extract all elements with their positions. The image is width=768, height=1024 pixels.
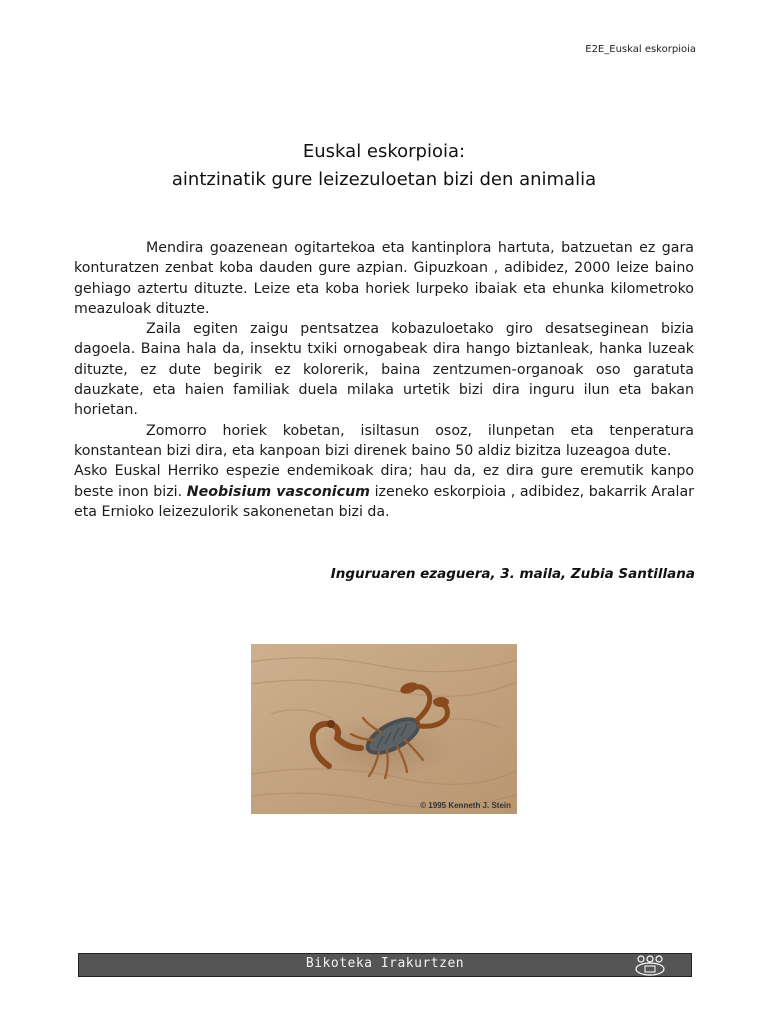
document-title [0,138,768,194]
photo-credit: © 1995 Kenneth J. Stein [420,801,511,810]
paragraph-1: Mendira goazenean ogitartekoa eta kantinplora hartuta, batzuetan ez gara konturatzen zenbat koba dauden gure azpian. Gipuzkoan , adibidez, 2000 leize baino gehiago aztertu dituzte. Leize eta koba horiek lurpeko ibaiak eta ehunka kilometroko meazuloak dituzte. [74,240,694,317]
title-line-2: aintzinatik gure leizezuloetan bizi den animalia [171,169,597,190]
paragraph-4-intro: Asko Euskal Herriko espezie endemikoak dira; hau da, ez dira gure eremutik kanpo beste inon bizi. [74,463,694,500]
paragraph-4 [74,461,694,522]
footer-label: Bikoteka Irakurtzen [305,956,465,971]
scorpion-photo [251,644,517,814]
paragraph-2: Zaila egiten zaigu pentsatzea kobazuloetako giro desatseginean bizia dagoela. Baina hala da, insektu txiki ornogabeak dira hango biztanleak, hanka luzeak dituzte, ez dute begirik ez kolorerik, baina zentzumen-organoak oso garatuta dauzkate, eta haien familiak duela milaka urtetik bizi dira inguru ilun eta bakan horietan. [74,321,694,419]
footer-bar [78,953,692,977]
document-header-tag: E2E_Euskal eskorpioia [585,44,696,55]
article-body [74,238,694,522]
reading-pair-logo-icon [633,954,667,976]
title-line-1: Euskal eskorpioia: [302,141,466,162]
species-name: Neobisium vasconicum [186,483,370,500]
scorpion-on-sand-image [251,644,517,814]
source-citation: Inguruaren ezaguera, 3. maila, Zubia Santillana [330,566,695,582]
paragraph-3: Zomorro horiek kobetan, isiltasun osoz, ilunpetan eta tenperatura konstantean bizi dira, eta kanpoan bizi direnek baino 50 aldiz bizitza luzeagoa dute. [74,422,694,459]
paragraph-4-rest: izeneko eskorpioia , adibidez, bakarrik Aralar eta Ernioko leizezulorik sakonenetan bizi da. [74,483,694,520]
